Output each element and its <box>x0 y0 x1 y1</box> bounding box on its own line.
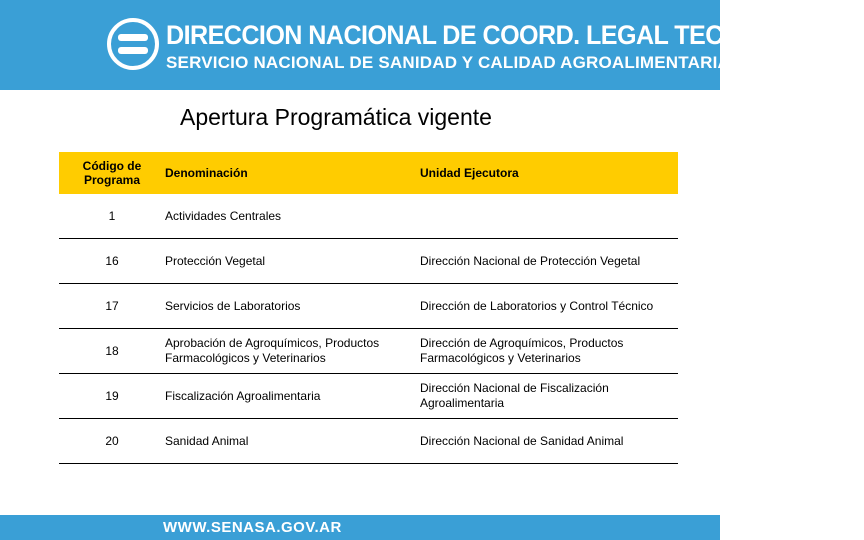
cell-code: 20 <box>59 419 165 464</box>
table-header-row <box>59 152 678 194</box>
cell-code: 18 <box>59 329 165 374</box>
table-row <box>59 419 678 464</box>
cell-unit: Dirección de Agroquímicos, Productos Farmacológicos y Veterinarios <box>420 329 678 374</box>
cell-name: Aprobación de Agroquímicos, Productos Farmacológicos y Veterinarios <box>165 329 420 374</box>
cell-unit: Dirección Nacional de Sanidad Animal <box>420 419 678 464</box>
cell-name: Actividades Centrales <box>165 194 420 239</box>
footer-banner <box>0 515 720 540</box>
header-banner <box>0 0 864 90</box>
cell-code: 17 <box>59 284 165 329</box>
cell-unit: Dirección Nacional de Fiscalización Agroalimentaria <box>420 374 678 419</box>
column-header-name: Denominación <box>165 152 420 194</box>
cell-name: Sanidad Animal <box>165 419 420 464</box>
cell-code: 1 <box>59 194 165 239</box>
footer-website: WWW.SENASA.GOV.AR <box>163 519 342 536</box>
table-row <box>59 374 678 419</box>
cell-unit: Dirección Nacional de Protección Vegetal <box>420 239 678 284</box>
table-row <box>59 329 678 374</box>
cell-code: 19 <box>59 374 165 419</box>
table-row <box>59 284 678 329</box>
cell-code: 16 <box>59 239 165 284</box>
page-title: Apertura Programática vigente <box>180 104 492 130</box>
table-row <box>59 194 678 239</box>
table-row <box>59 239 678 284</box>
cell-name: Protección Vegetal <box>165 239 420 284</box>
cell-name: Fiscalización Agroalimentaria <box>165 374 420 419</box>
header-service-subtitle: SERVICIO NACIONAL DE SANIDAD Y CALIDAD AGROALIMENTARIA <box>166 53 730 72</box>
senasa-logo-icon <box>107 18 159 70</box>
cell-unit <box>420 194 678 239</box>
column-header-code: Código de Programa <box>59 152 165 194</box>
header-agency-title: DIRECCION NACIONAL DE COORD. LEGAL TECNICA Y ADM <box>166 20 864 50</box>
cell-name: Servicios de Laboratorios <box>165 284 420 329</box>
cell-unit: Dirección de Laboratorios y Control Técnico <box>420 284 678 329</box>
column-header-unit: Unidad Ejecutora <box>420 152 678 194</box>
program-table <box>59 152 678 464</box>
